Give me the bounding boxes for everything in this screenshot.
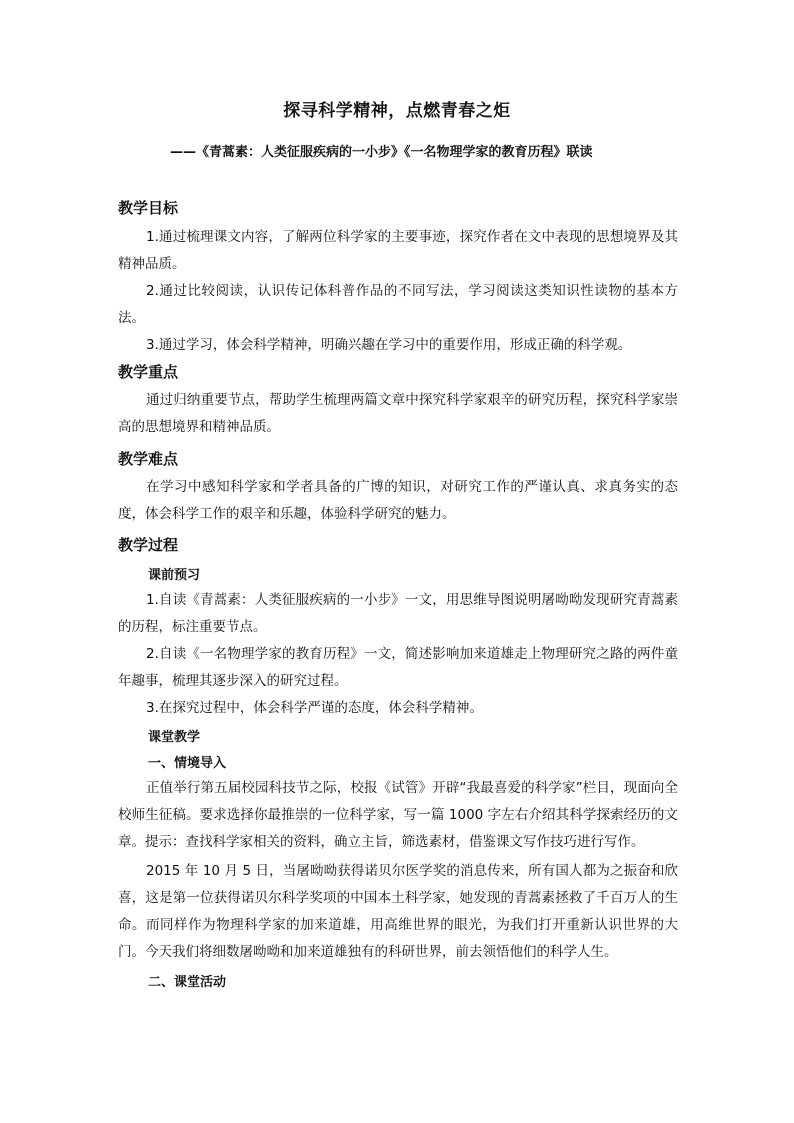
key-points-text: 通过归纳重要节点，帮助学生梳理两篇文章中探究科学家艰辛的研究历程，探究科学家崇高的思想境界和精神品质。 [118,392,678,435]
objectives-section [118,198,678,359]
process-section [118,535,678,722]
difficulties-section [118,449,678,528]
preview-heading: 课前预习 [148,568,201,583]
intro-paragraph: 2015 年 10 月 5 日，当屠呦呦获得诺贝尔医学奖的消息传来，所有国人都为之振奋和欣喜，这是第一位获得诺贝尔科学奖项的中国本土科学家，她发现的青蒿素拯救了千百万人的生命。而同样作为物理科学家的加来道雄，用高维世界的眼光，为我们打开重新认识世界的大门。今天我们将细数屠呦呦和加来道雄独有的科研世界，前去领悟他们的科学人生。 [118,863,678,960]
section2-heading: 二、课堂活动 [148,975,227,990]
difficulties-heading: 教学难点 [118,450,179,468]
objective-item: 1.通过梳理课文内容，了解两位科学家的主要事迹，探究作者在文中表现的思想境界及其精神品质。 [118,229,678,272]
objectives-heading: 教学目标 [118,199,179,217]
document-subtitle: ——《青蒿素：人类征服疾病的一小步》《一名物理学家的教育历程》联读 [170,145,593,160]
objective-item: 2.通过比较阅读，认识传记体科普作品的不同写法，学习阅读这类知识性读物的基本方法。 [118,283,678,326]
difficulties-text: 在学习中感知科学家和学者具备的广博的知识，对研究工作的严谨认真、求真务实的态度，体会科学工作的艰辛和乐趣，体验科学研究的魅力。 [118,479,678,522]
preview-item: 1.自读《青蒿素：人类征服疾病的一小步》一文，用思维导图说明屠呦呦发现研究青蒿素的历程，标注重要节点。 [118,592,678,635]
preview-item: 2.自读《一名物理学家的教育历程》一文，简述影响加来道雄走上物理研究之路的两件童年趣事，梳理其逐步深入的研究过程。 [118,646,678,689]
preview-item: 3.在探究过程中，体会科学严谨的态度，体会科学精神。 [146,700,483,716]
process-heading: 教学过程 [118,536,179,554]
intro-paragraph: 正值举行第五届校园科技节之际，校报《试管》开辟“我最喜爱的科学家”栏目，现面向全校师生征稿。要求选择你最推崇的一位科学家，写一篇 1000 字左右介绍其科学探索经历的文章。提示：查找科学家相关的资料，确立主旨，筛选素材，借鉴课文写作技巧进行写作。 [118,780,678,850]
classroom-heading: 课堂教学 [148,730,201,745]
classroom-section [118,729,678,992]
document-title: 探寻科学精神，点燃青春之炬 [283,101,511,121]
section1-heading: 一、情境导入 [148,756,227,771]
key-points-heading: 教学重点 [118,363,179,381]
objective-item: 3.通过学习，体会科学精神，明确兴趣在学习中的重要作用，形成正确的科学观。 [146,337,632,353]
key-points-section [118,362,678,441]
